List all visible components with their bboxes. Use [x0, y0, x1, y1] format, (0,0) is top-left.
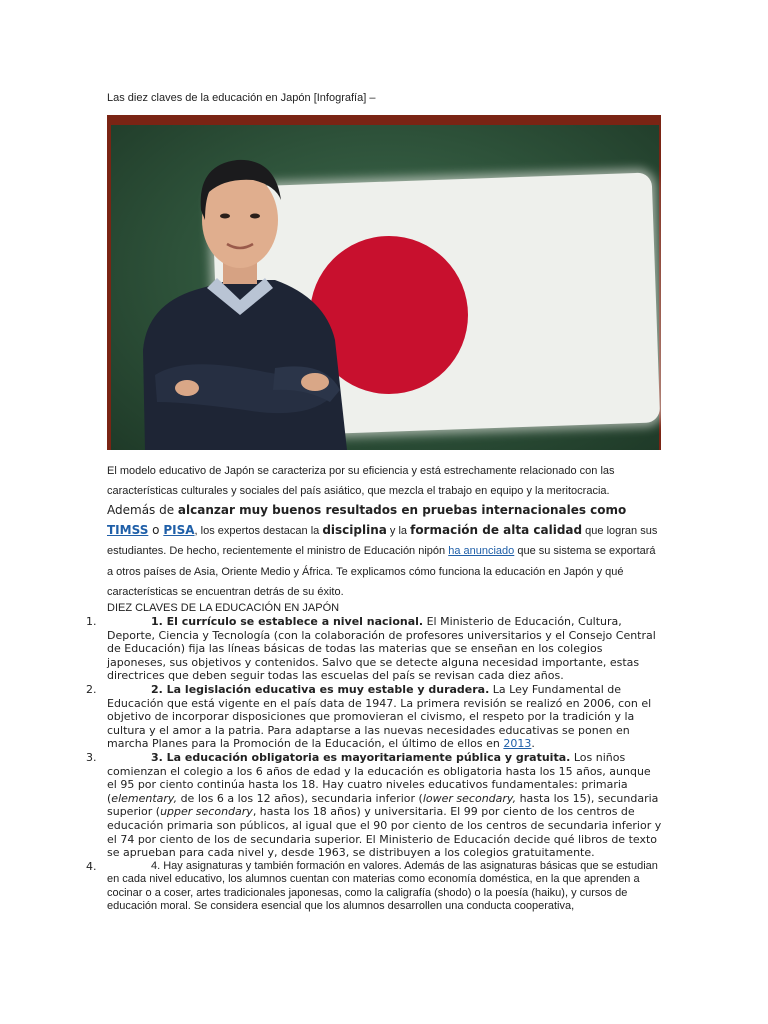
student-figure [125, 140, 355, 450]
ha-anunciado-link[interactable]: ha anunciado [448, 545, 515, 557]
timss-link[interactable]: TIMSS [107, 522, 149, 537]
list-number: 2. [86, 682, 97, 696]
item-body: de los 6 a los 12 años), secundaria inferior ( [177, 791, 423, 805]
intro-text-span: , los expertos destacan la [194, 524, 323, 537]
list-item-text [107, 683, 663, 751]
claves-list [0, 615, 700, 914]
list-item-text [107, 615, 663, 683]
list-number: 3. [86, 750, 97, 764]
list-item-text [107, 860, 663, 914]
list-item [0, 860, 700, 914]
italic-term: lower secondary, [422, 791, 517, 805]
pisa-link[interactable]: PISA [163, 522, 195, 537]
item-body: 4. Hay asignaturas y también formación en valores. Además de las asignaturas básicas que se estudian en cada nivel educativo, los alumnos cuentan con materias como economía doméstica, en la que aprenden a cocinar o a coser, artes tradicionales japonesas, como la caligrafía (shodo) o la poesía (haiku), y cursos de educación moral. Se considera esencial que los alumnos desarrollen una conducta cooperativa, [107, 859, 658, 913]
list-item-text [107, 751, 663, 860]
link-2013[interactable]: 2013 [503, 737, 532, 751]
intro-paragraph-1: El modelo educativo de Japón se caracteriza por su eficiencia y está estrechamente relacionado con las características culturales y sociales del país asiático, que mezcla el trabajo en equipo y la meritocracia. [107, 465, 615, 497]
list-item [0, 615, 700, 683]
item-heading: 1. El currículo se establece a nivel nacional. [151, 615, 424, 628]
italic-term: upper secondary [160, 805, 253, 819]
item-body: La Ley Fundamental de Educación que está vigente en el país data de 1947. La primera revisión se realizó en 2006, con el objetivo de incorporar disposiciones que promovieran el civismo, el respeto por la tradición y la cultura y el amor a la patria. Para adaptarse a las nuevas necesidades educativas se ponen en marcha Planes para la Promoción de la Educación, el último de ellos en [107, 682, 652, 751]
item-body: , hasta los 18 años) y universitaria. El 99 por ciento de los centros de educación primaria son públicos, al igual que el 90 por ciento de los centros de secundaria inferior y el 74 por ciento de los de secundaria superior. El Ministerio de Educación decide qué libros de texto se aprueban para cada nivel y, desde 1963, se distribuyen a los colegios gratuitamente. [107, 805, 662, 860]
bold-formacion: formación de alta calidad [410, 522, 583, 537]
list-item [0, 751, 700, 860]
intro-text-span: que logran sus estudiantes. De hecho, recientemente el ministro de Educación nipón [107, 524, 658, 557]
article-title: Las diez claves de la educación en Japón [Infografía] – [107, 92, 376, 104]
item-body: Los niños comienzan el colegio a los 6 años de edad y la educación es obligatoria hasta los 15 años, aunque el 95 por ciento continúa hasta los 18. Hay cuatro niveles educativos fundamentales: primaria ( [107, 750, 651, 805]
list-number: 4. [86, 859, 97, 873]
bold-results-text: alcanzar muy buenos resultados en pruebas internacionales como [177, 503, 627, 517]
bold-disciplina: disciplina [322, 522, 387, 537]
section-heading: DIEZ CLAVES DE LA EDUCACIÓN EN JAPÓN [107, 602, 340, 614]
item-heading: 3. La educación obligatoria es mayoritariamente pública y gratuita. [151, 750, 571, 764]
intro-text-span: y la [386, 524, 411, 537]
list-number: 1. [86, 615, 97, 628]
item-heading: 2. La legislación educativa es muy estable y duradera. [151, 682, 490, 696]
intro-text-span: Además de [107, 503, 178, 517]
intro-text [107, 462, 663, 603]
hero-image [107, 115, 661, 450]
italic-term: elementary, [111, 791, 178, 805]
intro-text-span: o [148, 522, 164, 537]
item-body: hasta los 15), secundaria superior ( [107, 791, 659, 819]
intro-paragraph-2 [107, 501, 663, 603]
intro-text-span: que su sistema se exportará a otros países de Asia, Oriente Medio y África. Te explicamos cómo funciona la educación en Japón y qué características se encuentran detrás de su éxito. [107, 545, 656, 598]
item-body: El Ministerio de Educación, Cultura, Deporte, Ciencia y Tecnología (con la colaboración de profesores universitarios y el Consejo Central de Educación) fija las líneas básicas de todas las materias que se enseñan en los colegios japoneses, sus objetivos y contenidos. Salvo que se detecte alguna necesidad importante, estas directrices que deben seguir todas las escuelas del país se revisan cada diez años. [107, 615, 656, 683]
list-item [0, 683, 700, 751]
item-body-end: . [531, 737, 535, 751]
